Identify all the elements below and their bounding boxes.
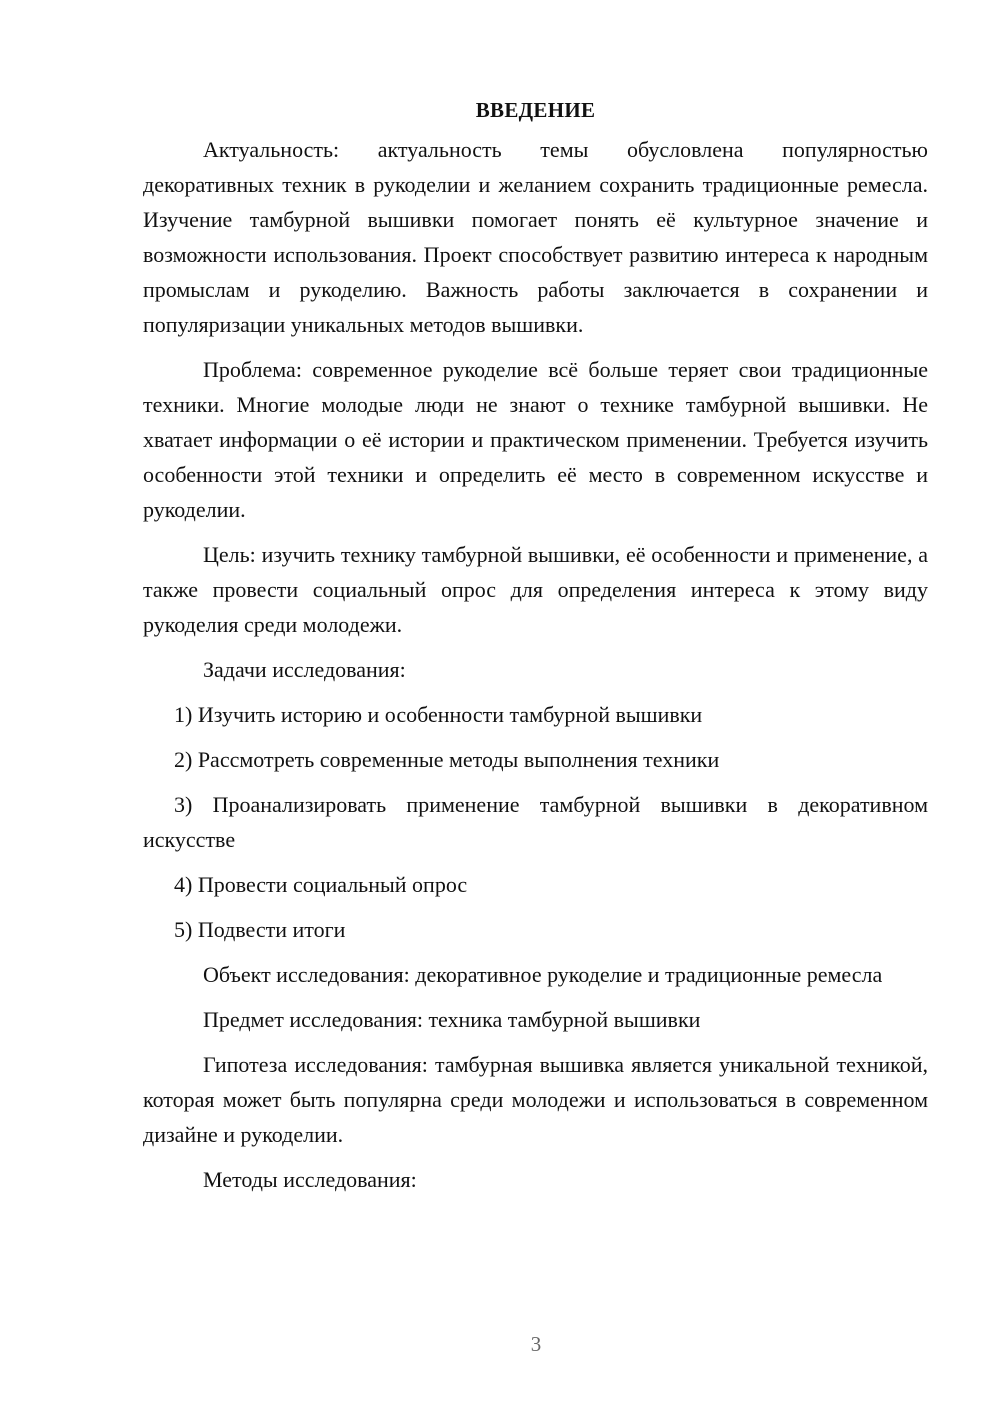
subject-paragraph: Предмет исследования: техника тамбурной вышивки: [203, 1007, 701, 1032]
task-item-5: 5) Подвести итоги: [174, 917, 346, 942]
task-item-4: 4) Провести социальный опрос: [174, 872, 468, 897]
page-body: [143, 93, 928, 1207]
task-item-2: 2) Рассмотреть современные методы выполнения техники: [174, 747, 720, 772]
tasks-heading: Задачи исследования:: [203, 657, 406, 682]
relevance-paragraph: Актуальность: актуальность темы обусловлена популярностью декоративных техник в рукоделии и желанием сохранить традиционные ремесла. Изучение тамбурной вышивки помогает понять её культурное значение и возможности использования. Проект способствует развитию интереса к народным промыслам и рукоделию. Важность работы заключается в сохранении и популяризации уникальных методов вышивки.: [143, 137, 928, 337]
methods-heading: Методы исследования:: [203, 1167, 417, 1192]
page-title: ВВЕДЕНИЕ: [475, 98, 596, 122]
problem-paragraph: Проблема: современное рукоделие всё больше теряет свои традиционные техники. Многие молодые люди не знают о технике тамбурной вышивки. Не хватает информации о её истории и практическом применении. Требуется изучить особенности этой техники и определить её место в современном искусстве и рукоделии.: [143, 357, 928, 522]
object-paragraph: Объект исследования: декоративное рукоделие и традиционные ремесла: [203, 962, 883, 987]
task-item-3: 3) Проанализировать применение тамбурной вышивки в декоративном искусстве: [143, 792, 928, 852]
task-item-1: 1) Изучить историю и особенности тамбурной вышивки: [174, 702, 703, 727]
page-number: 3: [530, 1332, 542, 1356]
goal-paragraph: Цель: изучить технику тамбурной вышивки, её особенности и применение, а также провести социальный опрос для определения интереса к этому виду рукоделия среди молодежи.: [143, 542, 928, 637]
hypothesis-paragraph: Гипотеза исследования: тамбурная вышивка является уникальной техникой, которая может быть популярна среди молодежи и использоваться в современном дизайне и рукоделии.: [143, 1052, 928, 1147]
